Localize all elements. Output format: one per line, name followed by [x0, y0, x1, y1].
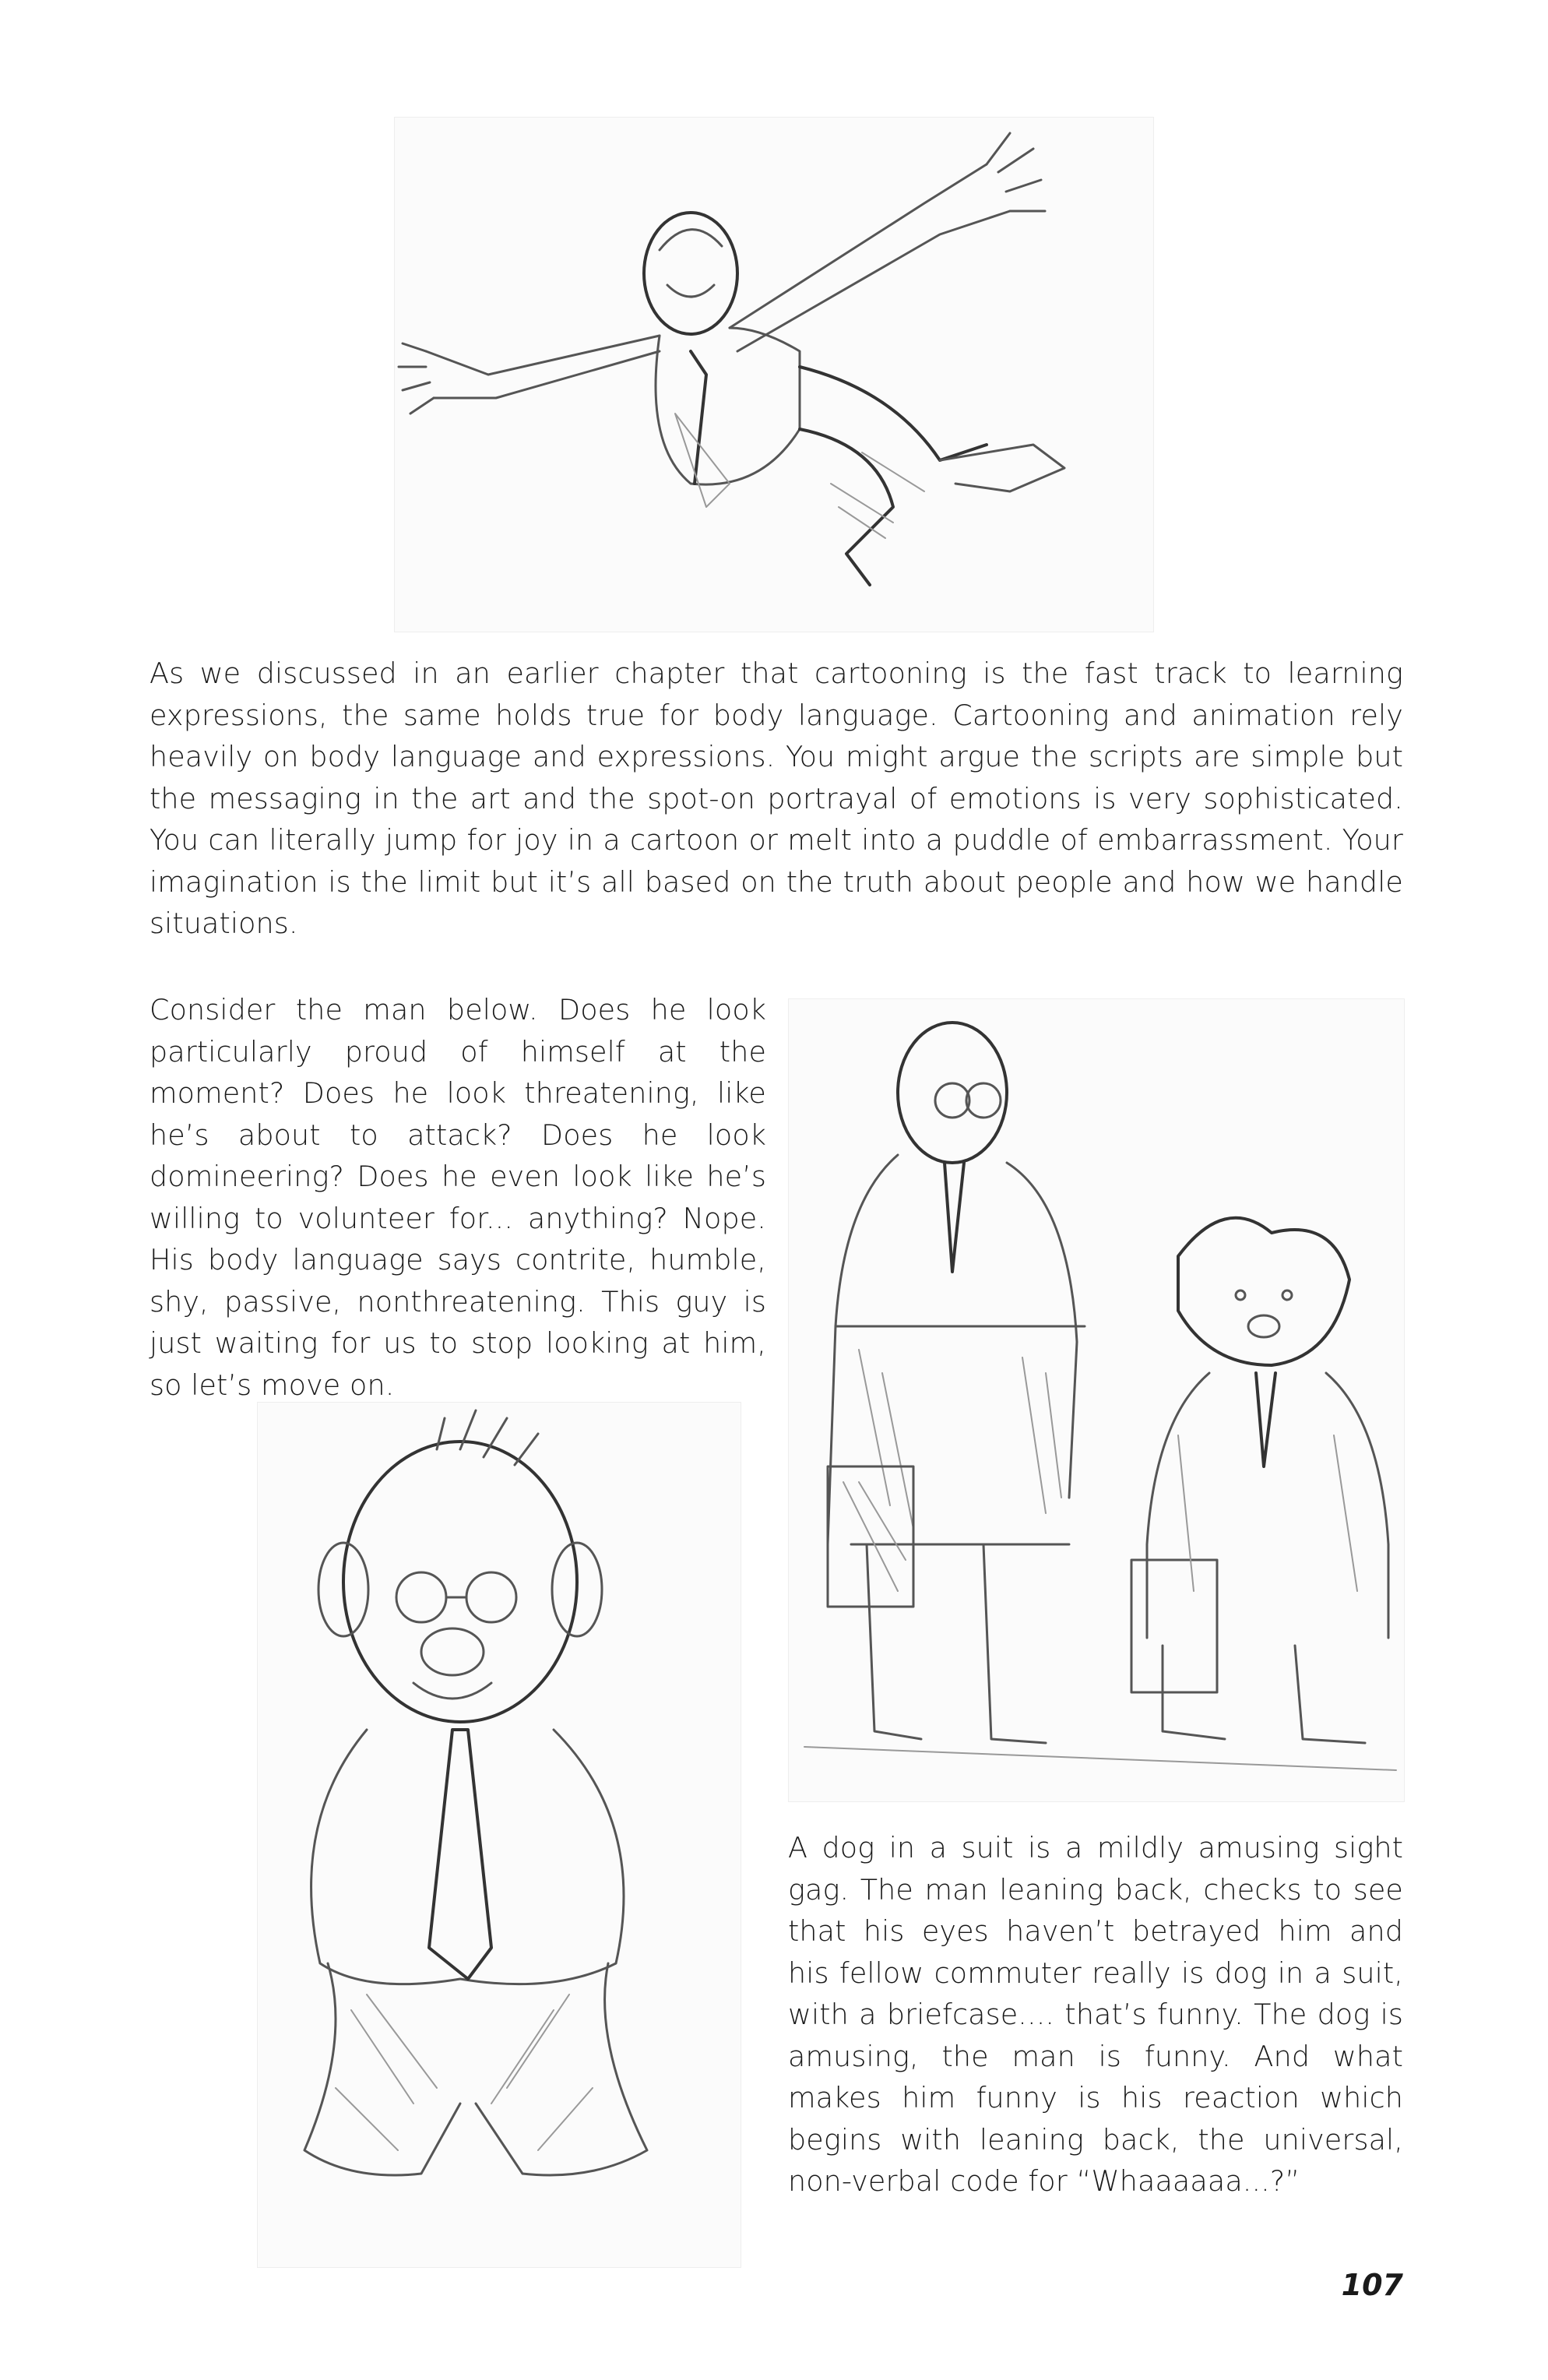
- man-and-dog-drawing: [789, 999, 1404, 1801]
- paragraph-intro: As we discussed in an earlier chapter that cartooning is the fast track to learning expressions, the same holds true for body language. Cartooning and animation rely heavily on body language and expressions. You might argue the scripts are simple but the messaging in the art and the spot-on portrayal of emotions is very sophisticated. You can literally jump for joy in a cartoon or melt into a puddle of embarrassment. Your imagination is the limit but it’s all based on the truth about people and how we handle situations.: [150, 657, 1403, 940]
- page-number: 107: [1341, 2268, 1403, 2302]
- jumping-man-drawing: [395, 118, 1153, 632]
- sketch-man-and-dog: [788, 998, 1405, 1802]
- paragraph-consider: Consider the man below. Does he look particularly proud of himself at the moment? Does he look threatening, like he’s about to attack? Does he look domineering? Does he even look like he’s willing to volunteer for... anything? Nope. His body language says contrite, humble, shy, passive, nonthreatening. This guy is just waiting for us to stop looking at him, so let’s move on.: [150, 993, 766, 1402]
- paragraph-dog: A dog in a suit is a mildly amusing sight gag. The man leaning back, checks to see that his eyes haven’t betrayed him and his fellow commuter really is dog in a suit, with a briefcase.... that’s funny. The dog is amusing, the man is funny. And what makes him funny is his reaction which begins with leaning back, the universal, non-verbal code for “Whaaaaaa...?”: [788, 1831, 1403, 2198]
- humble-man-drawing: [258, 1403, 741, 2267]
- sketch-humble-man: [257, 1402, 741, 2268]
- sketch-jumping-man: [394, 117, 1154, 632]
